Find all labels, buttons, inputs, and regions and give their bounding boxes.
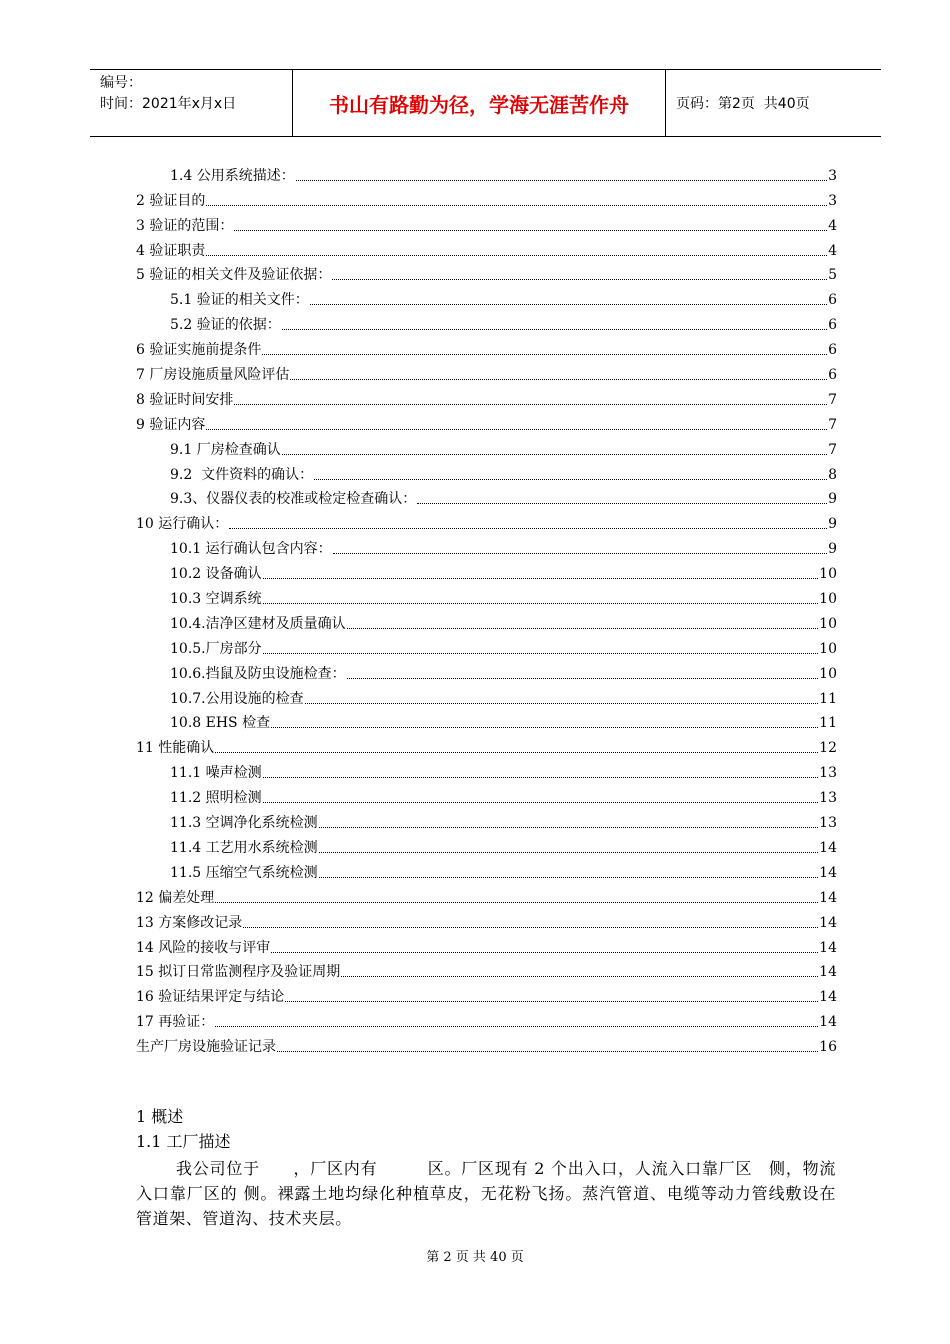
toc-dot-leader — [347, 627, 819, 629]
toc-dot-leader — [263, 602, 819, 604]
toc-entry-page-number: 10 — [819, 665, 837, 682]
toc-entry-label: 10.6.挡鼠及防虫设施检查： — [170, 665, 346, 682]
toc-dot-leader — [263, 776, 819, 778]
toc-entry-label: 5.1 验证的相关文件： — [170, 292, 309, 309]
toc-entry[interactable] — [136, 284, 837, 309]
toc-entry-page-number: 14 — [819, 914, 837, 931]
toc-entry[interactable] — [136, 658, 837, 683]
toc-entry[interactable] — [136, 857, 837, 882]
toc-entry[interactable] — [136, 633, 837, 658]
toc-entry[interactable] — [136, 384, 837, 409]
toc-entry-label: 9.2 文件资料的确认： — [170, 466, 314, 483]
toc-entry[interactable] — [136, 981, 837, 1006]
document-number-label: 编号： — [100, 75, 142, 91]
toc-entry-label: 10.1 运行确认包含内容： — [170, 541, 332, 558]
toc-entry-page-number: 11 — [819, 690, 837, 707]
section-heading-overview: 1 概述 — [136, 1107, 184, 1126]
toc-dot-leader — [206, 204, 827, 206]
toc-entry-page-number: 14 — [819, 864, 837, 881]
toc-entry[interactable] — [136, 708, 837, 733]
toc-dot-leader — [333, 552, 827, 554]
toc-entry-page-number: 10 — [819, 640, 837, 657]
toc-entry-page-number: 7 — [828, 441, 837, 458]
toc-entry[interactable] — [136, 160, 837, 185]
toc-dot-leader — [285, 1000, 818, 1002]
toc-dot-leader — [417, 502, 827, 504]
toc-entry-label: 17 再验证： — [136, 1014, 215, 1031]
toc-entry[interactable] — [136, 434, 837, 459]
toc-entry-label: 3 验证的范围： — [136, 217, 234, 234]
toc-entry[interactable] — [136, 907, 837, 932]
toc-entry[interactable] — [136, 1031, 837, 1056]
toc-entry-page-number: 10 — [819, 566, 837, 583]
toc-entry[interactable] — [136, 957, 837, 982]
toc-dot-leader — [341, 975, 818, 977]
toc-entry-label: 15 拟订日常监测程序及验证周期 — [136, 964, 341, 981]
toc-entry-label: 生产厂房设施验证记录 — [136, 1039, 276, 1056]
toc-entry-label: 10 运行确认： — [136, 516, 229, 533]
toc-entry[interactable] — [136, 583, 837, 608]
toc-entry[interactable] — [136, 260, 837, 285]
toc-entry-page-number: 4 — [828, 242, 837, 259]
toc-entry[interactable] — [136, 359, 837, 384]
toc-entry-page-number: 3 — [828, 192, 837, 209]
toc-entry[interactable] — [136, 185, 837, 210]
toc-entry-label: 11.1 噪声检测 — [170, 765, 262, 782]
toc-dot-leader — [206, 254, 827, 256]
toc-entry-page-number: 6 — [828, 342, 837, 359]
header-meta — [90, 70, 293, 136]
toc-dot-leader — [234, 403, 827, 405]
toc-dot-leader — [243, 926, 818, 928]
toc-dot-leader — [263, 577, 819, 579]
toc-entry-page-number: 5 — [828, 267, 837, 284]
toc-dot-leader — [263, 801, 819, 803]
toc-dot-leader — [319, 851, 819, 853]
toc-entry-page-number: 10 — [819, 615, 837, 632]
toc-entry-page-number: 14 — [819, 1014, 837, 1031]
toc-dot-leader — [282, 328, 827, 330]
toc-entry-page-number: 10 — [819, 591, 837, 608]
page-footer: 第 2 页 共 40 页 — [426, 1250, 524, 1265]
toc-entry-label: 14 风险的接收与评审 — [136, 939, 271, 956]
toc-entry-label: 10.2 设备确认 — [170, 566, 262, 583]
toc-dot-leader — [215, 1025, 818, 1027]
toc-entry-page-number: 14 — [819, 989, 837, 1006]
toc-entry-label: 13 方案修改记录 — [136, 914, 243, 931]
toc-entry[interactable] — [136, 782, 837, 807]
toc-dot-leader — [332, 278, 827, 280]
header-motto: 书山有路勤为径，学海无涯苦作舟 — [293, 70, 666, 136]
toc-entry-label: 11.4 工艺用水系统检测 — [170, 839, 318, 856]
toc-dot-leader — [296, 179, 827, 181]
toc-entry-label: 10.5.厂房部分 — [170, 640, 262, 657]
toc-entry[interactable] — [136, 608, 837, 633]
toc-dot-leader — [271, 951, 818, 953]
toc-entry[interactable] — [136, 1006, 837, 1031]
toc-entry[interactable] — [136, 882, 837, 907]
toc-entry[interactable] — [136, 832, 837, 857]
toc-entry-label: 10.4.洁净区建材及质量确认 — [170, 615, 346, 632]
toc-entry-label: 11.3 空调净化系统检测 — [170, 815, 318, 832]
toc-entry-page-number: 14 — [819, 839, 837, 856]
toc-entry[interactable] — [136, 683, 837, 708]
toc-dot-leader — [215, 901, 818, 903]
toc-entry[interactable] — [136, 235, 837, 260]
toc-entry-page-number: 6 — [828, 367, 837, 384]
table-of-contents — [136, 160, 837, 1056]
toc-entry-page-number: 13 — [819, 765, 837, 782]
toc-entry-label: 10.7.公用设施的检查 — [170, 690, 304, 707]
toc-entry-label: 8 验证时间安排 — [136, 391, 234, 408]
toc-entry-page-number: 3 — [828, 167, 837, 184]
toc-entry-page-number: 7 — [828, 391, 837, 408]
toc-entry-page-number: 9 — [828, 516, 837, 533]
header-page-info — [666, 70, 881, 136]
toc-dot-leader — [263, 652, 819, 654]
page-header — [90, 69, 881, 137]
toc-entry-page-number: 12 — [819, 740, 837, 757]
toc-entry[interactable] — [136, 757, 837, 782]
toc-entry-label: 11.2 照明检测 — [170, 790, 262, 807]
toc-entry-page-number: 14 — [819, 939, 837, 956]
toc-entry-label: 7 厂房设施质量风险评估 — [136, 367, 290, 384]
section-heading-factory-description: 1.1 工厂描述 — [136, 1132, 231, 1151]
header-page-info-text: 页码：第2页 共40页 — [676, 96, 810, 112]
toc-dot-leader — [282, 453, 827, 455]
toc-entry-label: 9.3、仪器仪表的校准或检定检查确认： — [170, 491, 417, 508]
toc-dot-leader — [347, 677, 819, 679]
toc-entry-label: 9 验证内容 — [136, 416, 206, 433]
toc-entry-label: 6 验证实施前提条件 — [136, 342, 262, 359]
toc-entry-label: 1.4 公用系统描述： — [170, 167, 295, 184]
toc-entry[interactable] — [136, 932, 837, 957]
toc-dot-leader — [215, 751, 818, 753]
toc-entry-label: 11 性能确认 — [136, 740, 215, 757]
toc-entry[interactable] — [136, 558, 837, 583]
toc-dot-leader — [290, 378, 827, 380]
toc-dot-leader — [310, 303, 827, 305]
toc-entry-page-number: 6 — [828, 317, 837, 334]
toc-dot-leader — [319, 826, 819, 828]
toc-entry-page-number: 11 — [819, 715, 837, 732]
toc-dot-leader — [234, 229, 827, 231]
toc-entry[interactable] — [136, 508, 837, 533]
toc-entry[interactable] — [136, 533, 837, 558]
toc-entry-label: 9.1 厂房检查确认 — [170, 441, 281, 458]
toc-entry[interactable] — [136, 309, 837, 334]
toc-entry-label: 16 验证结果评定与结论 — [136, 989, 285, 1006]
toc-entry[interactable] — [136, 732, 837, 757]
toc-entry-label: 12 偏差处理 — [136, 889, 215, 906]
toc-dot-leader — [314, 478, 827, 480]
toc-dot-leader — [271, 726, 818, 728]
toc-entry[interactable] — [136, 807, 837, 832]
toc-entry-label: 5 验证的相关文件及验证依据： — [136, 267, 332, 284]
toc-entry-page-number: 8 — [828, 466, 837, 483]
toc-entry-page-number: 6 — [828, 292, 837, 309]
toc-entry[interactable] — [136, 409, 837, 434]
toc-dot-leader — [229, 527, 827, 529]
toc-entry-page-number: 4 — [828, 217, 837, 234]
toc-entry-label: 4 验证职责 — [136, 242, 206, 259]
toc-entry[interactable] — [136, 484, 837, 509]
toc-entry-page-number: 9 — [828, 491, 837, 508]
toc-entry-page-number: 13 — [819, 815, 837, 832]
toc-entry-page-number: 13 — [819, 790, 837, 807]
toc-dot-leader — [319, 876, 819, 878]
toc-entry-page-number: 16 — [819, 1039, 837, 1056]
toc-entry-page-number: 7 — [828, 416, 837, 433]
toc-entry-label: 10.8 EHS 检查 — [170, 715, 271, 732]
toc-dot-leader — [206, 428, 827, 430]
toc-dot-leader — [277, 1050, 818, 1052]
toc-entry[interactable] — [136, 459, 837, 484]
toc-entry-page-number: 9 — [828, 541, 837, 558]
toc-entry-page-number: 14 — [819, 964, 837, 981]
toc-entry[interactable] — [136, 210, 837, 235]
toc-dot-leader — [262, 353, 827, 355]
body-paragraph: 我公司位于 ，厂区内有 区。厂区现有 2 个出入口，人流入口靠厂区 侧，物流入口靠厂区的 侧。裸露土地均绿化种植草皮，无花粉飞扬。蒸汽管道、电缆等动力管线敷设在管道架、管道沟、技术夹层。 — [136, 1159, 836, 1228]
toc-entry-page-number: 14 — [819, 889, 837, 906]
toc-entry[interactable] — [136, 334, 837, 359]
toc-dot-leader — [305, 702, 819, 704]
toc-entry-label: 2 验证目的 — [136, 192, 206, 209]
toc-entry-label: 10.3 空调系统 — [170, 591, 262, 608]
toc-entry-label: 11.5 压缩空气系统检测 — [170, 864, 318, 881]
toc-entry-label: 5.2 验证的依据： — [170, 317, 281, 334]
document-time-label: 时间：2021年x月x日 — [100, 96, 237, 112]
